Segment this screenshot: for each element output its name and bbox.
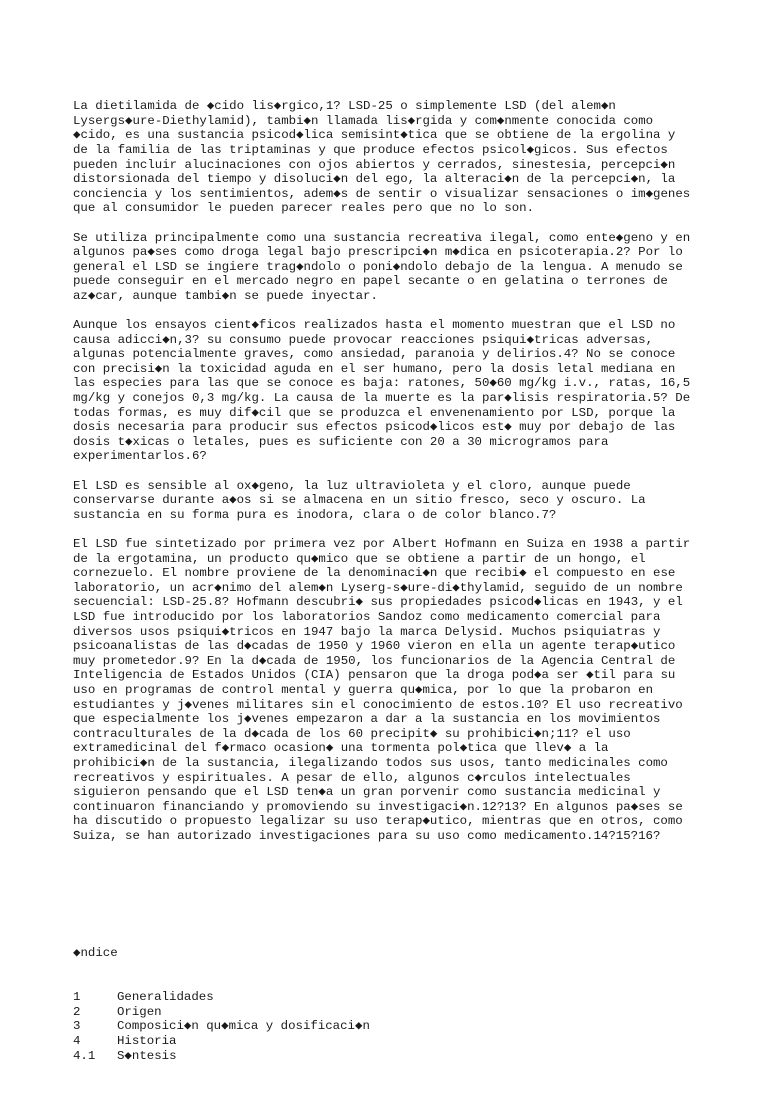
- text-line: Aunque los ensayos cient◆ficos realizados hasta el momento muestran que el LSD no: [73, 318, 676, 333]
- table-of-contents: [73, 917, 713, 1092]
- text-line: conciencia y los sentimientos, adem◆s de sentir o visualizar sensaciones o im◆genes: [73, 186, 691, 201]
- paragraph: [73, 318, 713, 464]
- toc-item-number: 2: [73, 1004, 81, 1019]
- text-line: cornezuelo. El nombre proviene de la denominaci◆n que recibi◆ el compuesto en ese: [73, 566, 676, 581]
- text-line: algunas potencialmente graves, como ansiedad, paranoia y delirios.4? No se conoce: [73, 347, 676, 362]
- paragraph: [73, 99, 713, 216]
- text-line: pueden incluir alucinaciones con ojos abiertos y cerrados, sinestesia, percepci◆n: [73, 157, 676, 172]
- text-line: causa adicci◆n,3? su consumo puede provocar reacciones psiqui◆tricas adversas,: [73, 332, 654, 347]
- toc-item-label: Generalidades: [117, 990, 214, 1005]
- text-line: distorsionada del tiempo y disoluci◆n del ego, la alteraci◆n de la percepci◆n, la: [73, 172, 676, 187]
- toc-item[interactable]: [73, 1049, 713, 1064]
- text-line: uso en programas de control mental y guerra qu◆mica, por lo que la probaron en: [73, 682, 654, 697]
- text-line: secuencial: LSD-25.8? Hofmann descubri◆ sus propiedades psicod◆licas en 1943, y el: [73, 595, 683, 610]
- toc-item[interactable]: [73, 990, 713, 1005]
- document-body: [73, 99, 713, 843]
- text-line: El LSD fue sintetizado por primera vez por Albert Hofmann en Suiza en 1938 a partir: [73, 537, 691, 551]
- toc-item[interactable]: [73, 1034, 713, 1049]
- toc-item-number: 3: [73, 1019, 81, 1034]
- toc-item[interactable]: [73, 1019, 713, 1034]
- text-line: estudiantes y j◆venes militares sin el conocimiento de estos.10? El uso recreativo: [73, 697, 683, 712]
- toc-item[interactable]: [73, 1005, 713, 1020]
- toc-item-label: Historia: [117, 1034, 177, 1048]
- text-line: sustancia en su forma pura es inodora, clara o de color blanco.7?: [73, 507, 557, 522]
- text-line: todas formas, es muy dif◆cil que se produzca el envenenamiento por LSD, porque la: [73, 405, 676, 420]
- text-line: contraculturales de la d◆cada de los 60 precipit◆ su prohibici◆n;11? el uso: [73, 726, 631, 741]
- text-line: prohibici◆n de la sustancia, ilegalizando todos sus usos, tanto medicinales como: [73, 755, 668, 770]
- toc-item-label: Origen: [117, 1004, 162, 1019]
- text-line: Suiza, se han autorizado investigaciones para su uso como medicamento.14?15?16?: [73, 828, 661, 843]
- paragraph: [73, 537, 713, 843]
- text-line: Lysergs◆ure-Diethylamid), tambi◆n llamada lis◆rgida y com◆nmente conocida como: [73, 113, 654, 128]
- paragraph: [73, 479, 713, 523]
- text-line: psicoanalistas de las d◆cadas de 1950 y 1960 vieron en ella un agente terap◆utico: [73, 639, 676, 654]
- toc-item-label: Composici◆n qu◆mica y dosificaci◆n: [117, 1019, 370, 1034]
- toc-item-number: 4: [73, 1034, 81, 1048]
- text-line: az◆car, aunque tambi◆n se puede inyectar.: [73, 288, 378, 303]
- text-line: dosis t◆xicas o letales, pues es suficiente con 20 a 30 microgramos para: [73, 434, 609, 449]
- text-line: general el LSD se ingiere trag◆ndolo o poni◆ndolo debajo de la lengua. A menudo se: [73, 259, 683, 274]
- text-line: de la familia de las triptaminas y que produce efectos psicol◆gicos. Sus efectos: [73, 142, 668, 157]
- text-line: recreativos y espirituales. A pesar de ello, algunos c◆rculos intelectuales: [73, 770, 631, 785]
- text-line: las especies para las que se conoce es baja: ratones, 50◆60 mg/kg i.v., ratas, 16,5: [73, 376, 691, 391]
- text-line: muy prometedor.9? En la d◆cada de 1950, los funcionarios de la Agencia Central de: [73, 653, 676, 668]
- text-line: siguieron pensando que el LSD ten◆a un gran porvenir como sustancia medicinal y: [73, 785, 661, 800]
- paragraph: [73, 231, 713, 304]
- text-line: El LSD es sensible al ox◆geno, la luz ultravioleta y el cloro, aunque puede: [73, 478, 631, 493]
- text-line: de la ergotamina, un producto qu◆mico que se obtiene a partir de un hongo, el: [73, 551, 646, 566]
- text-line: puede conseguir en el mercado negro en papel secante o en gelatina o terrones de: [73, 274, 668, 289]
- text-line: LSD fue introducido por los laboratorios Sandoz como medicamento comercial para: [73, 609, 661, 624]
- document-page: [73, 70, 713, 1107]
- text-line: que especialmente los j◆venes empezaron a dar a la sustancia en los movimientos: [73, 712, 661, 727]
- text-line: extramedicinal del f◆rmaco ocasion◆ una tormenta pol◆tica que llev◆ a la: [73, 741, 609, 756]
- toc-item-number: 1: [73, 990, 81, 1005]
- text-line: dosis necesaria para producir sus efectos psicod◆licos est◆ muy por debajo de las: [73, 420, 676, 435]
- text-line: continuaron financiando y promoviendo su investigaci◆n.12?13? En algunos pa◆ses se: [73, 799, 683, 814]
- text-line: con precisi◆n la toxicidad aguda en el ser humano, pero la dosis letal mediana en: [73, 361, 676, 376]
- text-line: que al consumidor le pueden parecer reales pero que no lo son.: [73, 201, 535, 216]
- text-line: Se utiliza principalmente como una sustancia recreativa ilegal, como ente◆geno y en: [73, 230, 691, 245]
- text-line: ha discutido o propuesto legalizar su uso terap◆utico, mientras que en otros, como: [73, 814, 683, 829]
- toc-heading: ◆ndice: [73, 946, 118, 961]
- toc-item-number: 4.1: [73, 1048, 96, 1063]
- toc-item-label: S◆ntesis: [117, 1048, 177, 1063]
- text-line: mg/kg y conejos 0,3 mg/kg. La causa de la muerte es la par◆lisis respiratoria.5? De: [73, 391, 691, 406]
- text-line: laboratorio, un acr◆nimo del alem◆n Lyserg-s◆ure-di◆thylamid, seguido de un nombre: [73, 580, 683, 595]
- text-line: experimentarlos.6?: [73, 449, 207, 464]
- text-line: La dietilamida de ◆cido lis◆rgico,1? LSD-25 o simplemente LSD (del alem◆n: [73, 99, 616, 114]
- text-line: conservarse durante a◆os si se almacena en un sitio fresco, seco y oscuro. La: [73, 493, 646, 508]
- toc-list: [73, 990, 713, 1063]
- text-line: algunos pa◆ses como droga legal bajo prescripci◆n m◆dica en psicoterapia.2? Por lo: [73, 245, 683, 260]
- text-line: Inteligencia de Estados Unidos (CIA) pensaron que la droga pod◆a ser ◆til para su: [73, 668, 676, 683]
- text-line: diversos usos psiqui◆tricos en 1947 bajo la marca Delysid. Muchos psiquiatras y: [73, 624, 661, 639]
- text-line: ◆cido, es una sustancia psicod◆lica semisint◆tica que se obtiene de la ergolina y: [73, 128, 676, 143]
